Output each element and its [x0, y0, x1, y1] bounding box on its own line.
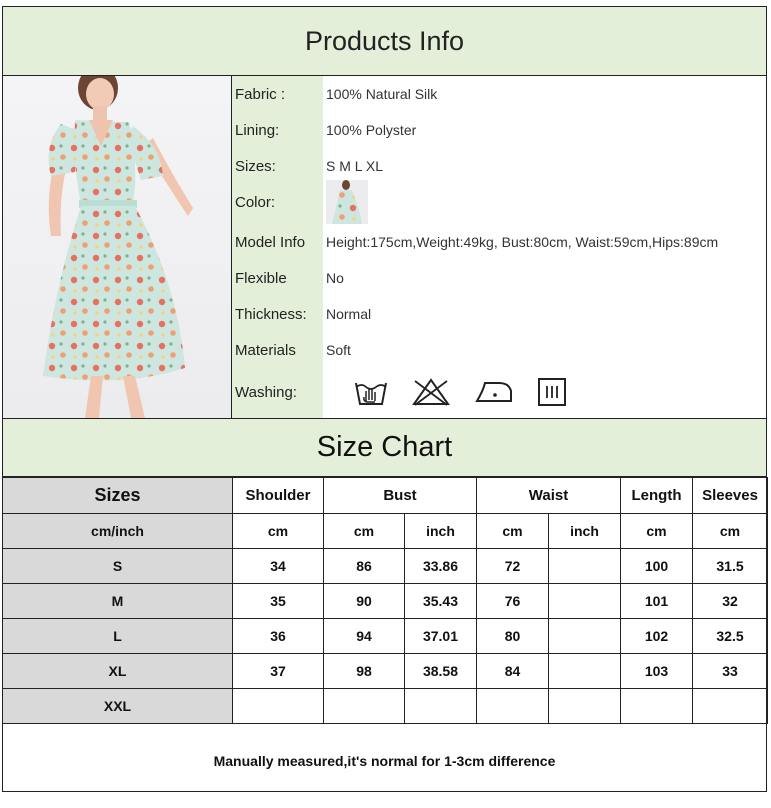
table-row — [3, 689, 768, 724]
header-cell: Waist — [477, 478, 621, 514]
info-value: 100% Natural Silk — [326, 86, 438, 102]
info-value: Normal — [326, 306, 372, 322]
value-cell: 36 — [233, 619, 324, 654]
info-label: Materials — [235, 341, 296, 359]
info-value: Height:175cm,Weight:49kg, Bust:80cm, Waist:59cm,Hips:89cm — [326, 234, 719, 250]
value-cell: 100 — [621, 549, 693, 584]
info-label: Thickness: — [235, 305, 307, 323]
info-row-flexible — [232, 260, 766, 296]
info-row-sizes — [232, 148, 766, 184]
value-cell — [693, 689, 768, 724]
table-row — [3, 654, 768, 689]
size-chart-header-row — [3, 478, 768, 514]
value-cell: 34 — [233, 549, 324, 584]
info-label: Sizes: — [235, 157, 276, 175]
info-row-lining — [232, 112, 766, 148]
size-chart-title: Size Chart — [316, 431, 453, 463]
value-cell: 35 — [233, 584, 324, 619]
value-cell — [621, 689, 693, 724]
info-label: Washing: — [235, 383, 297, 401]
washing-icons — [353, 377, 567, 407]
products-info-title: Products Info — [304, 25, 465, 56]
info-label: Model Info — [235, 233, 306, 251]
hand-wash-icon — [353, 377, 389, 407]
value-cell — [549, 584, 621, 619]
value-cell — [549, 549, 621, 584]
value-cell: 35.43 — [405, 584, 477, 619]
color-swatch-thumbnail — [326, 180, 368, 224]
value-cell: 102 — [621, 619, 693, 654]
model-dress-illustration — [3, 76, 232, 418]
product-sheet — [2, 6, 767, 792]
info-row-thickness — [232, 296, 766, 332]
value-cell: 101 — [621, 584, 693, 619]
value-cell: 80 — [477, 619, 549, 654]
measurement-note: Manually measured,it's normal for 1-3cm difference — [213, 753, 556, 769]
value-cell — [324, 689, 405, 724]
unit-cell: cm — [324, 514, 405, 549]
info-label: Color: — [235, 193, 276, 211]
value-cell: 103 — [621, 654, 693, 689]
unit-cell: cm — [477, 514, 549, 549]
size-cell: L — [3, 619, 233, 654]
value-cell: 31.5 — [693, 549, 768, 584]
product-photo — [3, 76, 232, 418]
info-row-washing — [232, 372, 766, 412]
size-chart-header — [3, 418, 766, 477]
info-label: Lining: — [235, 121, 280, 139]
header-cell: Sleeves — [693, 478, 768, 514]
info-row-model-info — [232, 224, 766, 260]
header-cell: Sizes — [3, 478, 233, 514]
value-cell: 72 — [477, 549, 549, 584]
table-row — [3, 584, 768, 619]
products-info-header — [3, 7, 766, 76]
value-cell — [549, 654, 621, 689]
info-row-materials — [232, 332, 766, 368]
iron-low-icon — [473, 377, 515, 407]
dress-thumbnail-image — [326, 180, 368, 224]
info-row-color — [232, 180, 766, 224]
unit-cell: cm/inch — [3, 514, 233, 549]
value-cell — [549, 619, 621, 654]
table-row — [3, 619, 768, 654]
product-info-table — [232, 76, 766, 418]
value-cell — [549, 689, 621, 724]
value-cell: 94 — [324, 619, 405, 654]
value-cell: 32.5 — [693, 619, 768, 654]
line-dry-icon — [537, 377, 567, 407]
value-cell: 86 — [324, 549, 405, 584]
value-cell: 37.01 — [405, 619, 477, 654]
size-chart-units-row — [3, 514, 768, 549]
value-cell: 98 — [324, 654, 405, 689]
value-cell: 33.86 — [405, 549, 477, 584]
do-not-bleach-icon — [411, 377, 451, 407]
header-cell: Length — [621, 478, 693, 514]
size-cell: S — [3, 549, 233, 584]
info-label: Flexible — [235, 269, 287, 287]
info-label: Fabric : — [235, 85, 286, 103]
size-chart-table — [2, 477, 768, 724]
value-cell: 33 — [693, 654, 768, 689]
value-cell: 38.58 — [405, 654, 477, 689]
value-cell: 37 — [233, 654, 324, 689]
unit-cell: cm — [621, 514, 693, 549]
value-cell — [233, 689, 324, 724]
unit-cell: cm — [233, 514, 324, 549]
header-cell: Bust — [324, 478, 477, 514]
value-cell: 32 — [693, 584, 768, 619]
value-cell: 84 — [477, 654, 549, 689]
value-cell — [477, 689, 549, 724]
info-value: S M L XL — [326, 158, 384, 174]
header-cell: Shoulder — [233, 478, 324, 514]
info-value: No — [326, 270, 344, 286]
unit-cell: inch — [405, 514, 477, 549]
value-cell — [405, 689, 477, 724]
info-value: Soft — [326, 342, 351, 358]
size-cell: XL — [3, 654, 233, 689]
info-row-fabric — [232, 76, 766, 112]
size-cell: M — [3, 584, 233, 619]
value-cell: 90 — [324, 584, 405, 619]
unit-cell: cm — [693, 514, 768, 549]
info-value: 100% Polyster — [326, 122, 417, 138]
size-cell: XXL — [3, 689, 233, 724]
table-row — [3, 549, 768, 584]
value-cell: 76 — [477, 584, 549, 619]
unit-cell: inch — [549, 514, 621, 549]
